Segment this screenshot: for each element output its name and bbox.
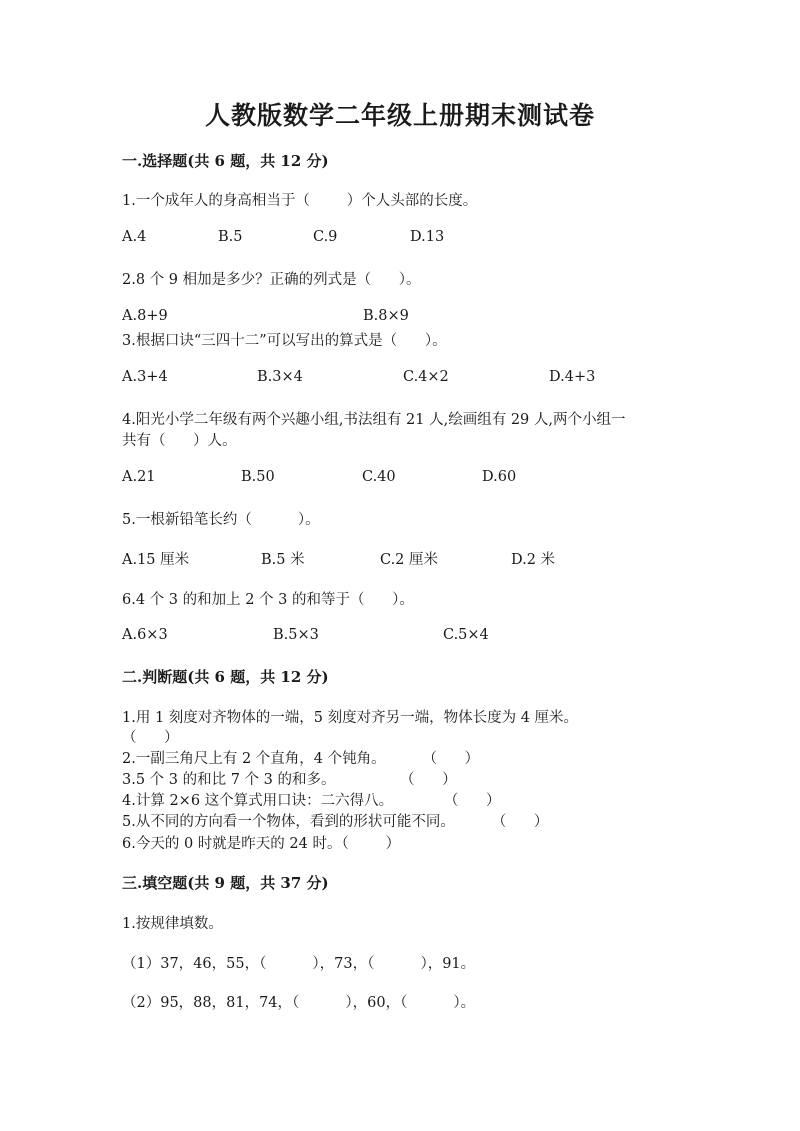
option: A.21: [122, 469, 156, 485]
question-1: 1.一个成年人的身高相当于（ ）个人头部的长度。: [122, 193, 478, 209]
option: A.6×3: [122, 627, 168, 643]
judgment-item: 5.从不同的方向看一个物体，看到的形状可能不同。 （ ）: [122, 814, 549, 830]
question-6: 6.4 个 3 的和加上 2 个 3 的和等于（ ）。: [122, 592, 414, 608]
option: A.3+4: [122, 369, 168, 385]
option: D.2 米: [511, 552, 556, 568]
question-3: 3.根据口诀“三四十二”可以写出的算式是（ ）。: [122, 333, 447, 349]
option: D.60: [482, 469, 517, 485]
question-5: 5.一根新铅笔长约（ ）。: [122, 512, 320, 528]
option: B.3×4: [257, 369, 303, 385]
page-title: 人教版数学二年级上册期末测试卷: [204, 101, 595, 130]
judgment-item: 6.今天的 0 时就是昨天的 24 时。（ ）: [122, 836, 401, 852]
judgment-item: 4.计算 2×6 这个算式用口诀：二六得八。 （ ）: [122, 793, 501, 809]
option: B.8×9: [363, 308, 409, 324]
option: D.4+3: [549, 369, 596, 385]
judgment-item: 1.用 1 刻度对齐物体的一端，5 刻度对齐另一端，物体长度为 4 厘米。: [122, 710, 579, 726]
fill-in-item: （2）95，88，81，74，（ ），60，（ ）。: [122, 995, 476, 1011]
judgment-item: （ ）: [122, 730, 179, 746]
judgment-item: 2.一副三角尺上有 2 个直角，4 个钝角。 （ ）: [122, 751, 480, 767]
question-4-line-1: 4.阳光小学二年级有两个兴趣小组,书法组有 21 人,绘画组有 29 人,两个小组一: [122, 412, 626, 428]
question-2: 2.8 个 9 相加是多少？正确的列式是（ ）。: [122, 272, 421, 288]
option: C.9: [313, 229, 338, 245]
option: A.4: [122, 229, 147, 245]
fill-in-item: 1.按规律填数。: [122, 916, 223, 932]
option: D.13: [410, 229, 445, 245]
option: B.5 米: [261, 552, 305, 568]
option: B.5: [218, 229, 243, 245]
section-heading-fill-in: 三.填空题(共 9 题，共 37 分): [122, 874, 329, 892]
option: B.50: [241, 469, 275, 485]
option: A.8+9: [122, 308, 168, 324]
option: C.2 厘米: [380, 552, 439, 568]
option: B.5×3: [273, 627, 319, 643]
question-4-line-2: 共有（ ）人。: [122, 433, 237, 449]
section-heading-judgment: 二.判断题(共 6 题，共 12 分): [122, 668, 329, 686]
fill-in-item: （1）37，46，55，（ ），73，（ ），91。: [122, 956, 476, 972]
section-heading-choice: 一.选择题(共 6 题，共 12 分): [122, 152, 329, 170]
option: A.15 厘米: [122, 552, 190, 568]
option: C.4×2: [403, 369, 449, 385]
option: C.40: [362, 469, 396, 485]
option: C.5×4: [443, 627, 489, 643]
judgment-item: 3.5 个 3 的和比 7 个 3 的和多。 （ ）: [122, 772, 457, 788]
